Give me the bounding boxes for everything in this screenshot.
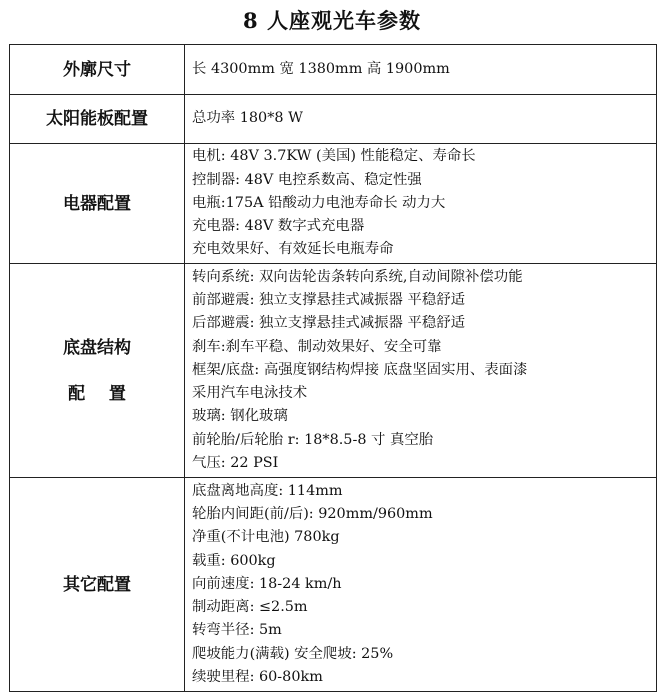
- document-title: 8 人座观光车参数: [243, 8, 421, 33]
- spec-line: 向前速度: 18-24 km/h: [192, 575, 342, 592]
- spec-line: 采用汽车电泳技术: [192, 385, 308, 402]
- spec-line: 后部避震: 独立支撑悬挂式减振器 平稳舒适: [192, 315, 466, 332]
- spec-line: 玻璃: 钢化玻璃: [192, 408, 288, 425]
- spec-line: 刹车:刹车平稳、制动效果好、安全可靠: [192, 338, 442, 355]
- spec-row-dimensions: [10, 45, 657, 95]
- row-label-electrical: 电器配置: [10, 144, 185, 264]
- row-value-solar: [185, 95, 657, 144]
- spec-line: 载重: 600kg: [192, 552, 276, 569]
- spec-line: 底盘离地高度: 114mm: [192, 482, 343, 499]
- row-label-chassis: [10, 264, 185, 478]
- spec-line: 前部避震: 独立支撑悬挂式减振器 平稳舒适: [192, 291, 466, 308]
- spec-row-chassis: [10, 264, 657, 478]
- row-label-chassis-line2: 配 置: [68, 383, 126, 404]
- spec-line: 电机: 48V 3.7KW (美国) 性能稳定、寿命长: [192, 148, 476, 165]
- spec-row-electrical: [10, 144, 657, 264]
- spec-line: 充电器: 48V 数字式充电器: [192, 218, 365, 235]
- row-value-other: [185, 478, 657, 692]
- row-label-dimensions: 外廓尺寸: [10, 45, 185, 95]
- spec-line: 净重(不计电池) 780kg: [192, 529, 340, 546]
- spec-line: 电瓶:175A 铅酸动力电池寿命长 动力大: [192, 194, 446, 211]
- spec-line: 前轮胎/后轮胎 r: 18*8.5-8 寸 真空胎: [192, 431, 434, 448]
- spec-line: 轮胎内间距(前/后): 920mm/960mm: [192, 505, 433, 522]
- spec-line: 续驶里程: 60-80km: [192, 669, 323, 686]
- row-value-electrical: [185, 144, 657, 264]
- spec-row-solar: [10, 95, 657, 144]
- row-value-chassis: [185, 264, 657, 478]
- row-value-dimensions: [185, 45, 657, 95]
- spec-table: [9, 44, 657, 692]
- spec-line: 气压: 22 PSI: [192, 455, 279, 472]
- spec-line: 充电效果好、有效延长电瓶寿命: [192, 241, 394, 258]
- spec-line: 框架/底盘: 高强度钢结构焊接 底盘坚固实用、表面漆: [192, 361, 528, 378]
- spec-line: 总功率 180*8 W: [192, 110, 303, 127]
- row-label-other: 其它配置: [10, 478, 185, 692]
- spec-line: 长 4300mm 宽 1380mm 高 1900mm: [192, 60, 450, 77]
- spec-line: 转弯半径: 5m: [192, 622, 282, 639]
- spec-line: 爬坡能力(满载) 安全爬坡: 25%: [192, 645, 394, 662]
- spec-line: 转向系统: 双向齿轮齿条转向系统,自动间隙补偿功能: [192, 268, 523, 285]
- spec-line: 制动距离: ≤2.5m: [192, 599, 308, 616]
- row-label-chassis-line1: 底盘结构: [63, 337, 131, 358]
- row-label-solar: 太阳能板配置: [10, 95, 185, 144]
- spec-line: 控制器: 48V 电控系数高、稳定性强: [192, 171, 422, 188]
- spec-row-other: [10, 478, 657, 692]
